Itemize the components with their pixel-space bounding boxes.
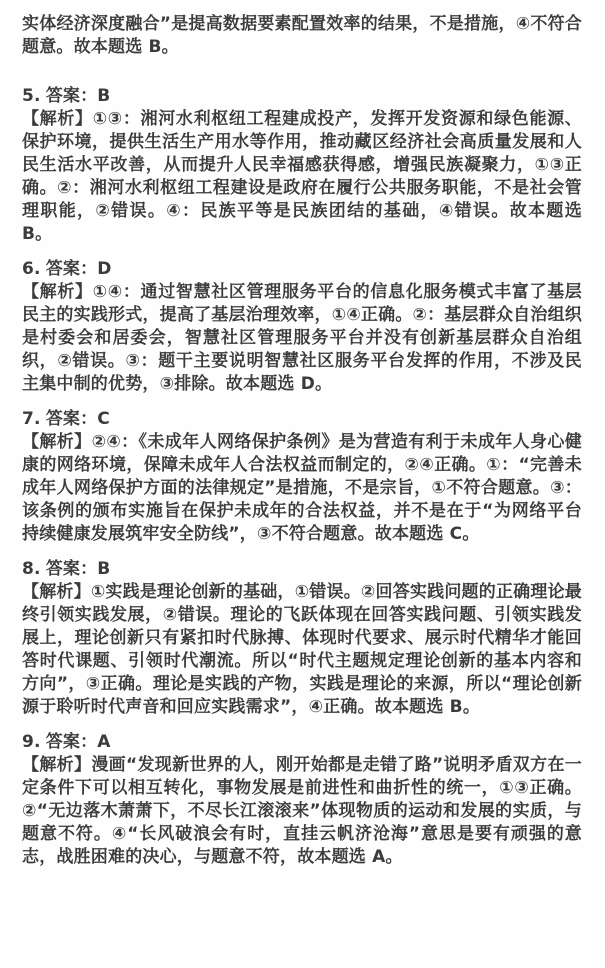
analysis-prefix-label: 【解析】 (22, 109, 93, 129)
question-block-6 (22, 258, 582, 396)
answer-line-9 (22, 731, 582, 754)
analysis-prefix-label: 【解析】 (22, 582, 91, 602)
answer-line-8 (22, 558, 582, 581)
analysis-text: ①④：通过智慧社区管理服务平台的信息化服务模式丰富了基层民主的实践形式，提高了基层治理效率，①④正确。②：基层群众自治组织是村委会和居委会，智慧社区管理服务平台并没有创新基层群众自治组织，②错误。③：题干主要说明智慧社区服务平台发挥的作用，不涉及民主集中制的优势，③排除。故本题选 D。 (22, 282, 582, 394)
analysis-paragraph-8 (22, 581, 582, 719)
answer-prefix-label: 答案： (45, 732, 98, 752)
question-number-label: 6. (22, 259, 41, 279)
answer-prefix-label: 答案： (45, 259, 98, 279)
answer-line-7 (22, 408, 582, 431)
question-number-label: 8. (22, 559, 41, 579)
analysis-paragraph-7 (22, 431, 582, 546)
analysis-text: ②④：《未成年人网络保护条例》是为营造有利于未成年人身心健康的网络环境，保障未成年人合法权益而制定的，②④正确。①：“完善未成年人网络保护方面的法律规定”是措施，不是宗旨，①不符合题意。③：该条例的颁布实施旨在保护未成年的合法权益，并不是在于“为网络平台持续健康发展筑牢安全防线”，③不符合题意。故本题选 C。 (22, 432, 582, 544)
analysis-paragraph-9 (22, 754, 582, 869)
answer-prefix-label: 答案： (45, 86, 98, 106)
analysis-text: 漫画“发现新世界的人，刚开始都是走错了路”说明矛盾双方在一定条件下可以相互转化，事物发展是前进性和曲折性的统一，①③正确。②“无边落木萧萧下，不尽长江滚滚来”体现物质的运动和发展的实质，与题意不符。④“长风破浪会有时，直挂云帆济沧海”意思是要有顽强的意志，战胜困难的决心，与题意不符，故本题选 A。 (22, 755, 582, 867)
answer-value: C (97, 409, 110, 429)
analysis-prefix-label: 【解析】 (22, 755, 92, 775)
question-number-label: 5. (22, 86, 41, 106)
answer-line-6 (22, 258, 582, 281)
analysis-paragraph-6 (22, 281, 582, 396)
answer-value: B (97, 559, 111, 579)
question-block-7 (22, 408, 582, 546)
analysis-text: ①③：湘河水利枢纽工程建成投产，发挥开发资源和绿色能源、保护环境，提供生活生产用水等作用，推动藏区经济社会高质量发展和人民生活水平改善，从而提升人民幸福感获得感，增强民族凝聚力，①③正确。②：湘河水利枢纽工程建设是政府在履行公共服务职能，不是社会管理职能，②错误。④：民族平等是民族团结的基础，④错误。故本题选 B。 (22, 109, 582, 244)
question-block-5 (22, 85, 582, 246)
analysis-text: ①实践是理论创新的基础，①错误。②回答实践问题的正确理论最终引领实践发展，②错误。理论的飞跃体现在回答实践问题、引领实践发展上，理论创新只有紧扣时代脉搏、体现时代要求、展示时代精华才能回答时代课题、引领时代潮流。所以“时代主题规定理论创新的基本内容和方向”，③正确。理论是实践的产物，实践是理论的来源，所以“理论创新源于聆听时代声音和回应实践需求”，④正确。故本题选 B。 (22, 582, 582, 717)
answer-line-5 (22, 85, 582, 108)
answer-prefix-label: 答案： (45, 409, 98, 429)
answer-value: D (97, 259, 112, 279)
question-number-label: 9. (22, 732, 41, 752)
analysis-prefix-label: 【解析】 (22, 432, 92, 452)
continued-answer-text (22, 13, 582, 59)
analysis-prefix-label: 【解析】 (22, 282, 93, 302)
answer-value: B (97, 86, 111, 106)
question-number-label: 7. (22, 409, 41, 429)
intro-text: 实体经济深度融合”是提高数据要素配置效率的结果，不是措施，④不符合题意。故本题选 B。 (22, 14, 582, 57)
answer-value: A (97, 732, 111, 752)
question-block-9 (22, 731, 582, 869)
analysis-paragraph-5 (22, 108, 582, 246)
question-block-8 (22, 558, 582, 719)
answer-prefix-label: 答案： (45, 559, 98, 579)
